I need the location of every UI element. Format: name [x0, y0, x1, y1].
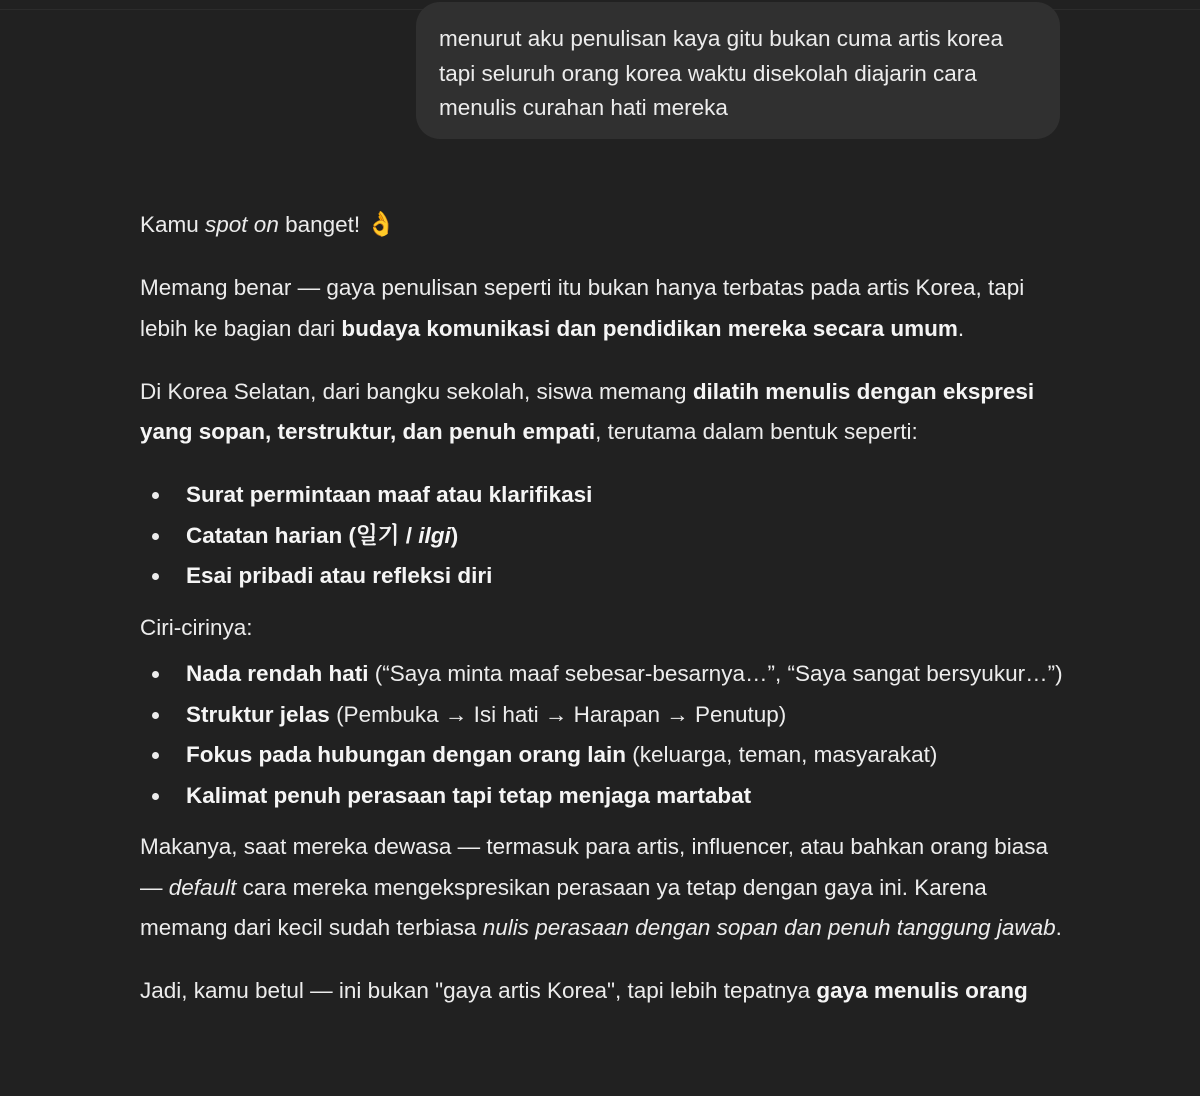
- text-span: banget!: [278, 212, 367, 237]
- bullet-list-characteristics: [140, 654, 1070, 816]
- list-item: [186, 695, 1070, 736]
- italic-span: default: [168, 874, 237, 900]
- list-item: [186, 475, 1070, 516]
- text-span: Memang benar — gaya penulisan seperti itu bukan hanya terbatas pada artis Korea, tapi lebih ke bagian dari: [140, 275, 1025, 341]
- bold-span: Struktur jelas: [186, 701, 330, 727]
- list-item: [186, 516, 1070, 557]
- assistant-paragraph-5: [140, 827, 1070, 949]
- bold-italic-span: ilgi: [418, 522, 451, 548]
- assistant-paragraph-3: [140, 372, 1070, 453]
- text-span: Kamu: [140, 212, 206, 237]
- text-span: (“Saya minta maaf sebesar-besarnya…”, “Saya sangat bersyukur…”): [368, 661, 1063, 686]
- italic-span: nulis perasaan dengan sopan dan penuh tanggung jawab: [482, 915, 1056, 940]
- list-item: [186, 654, 1070, 695]
- text-span: .: [957, 315, 965, 341]
- bold-span: Fokus pada hubungan dengan orang lain: [186, 742, 627, 767]
- assistant-message: [140, 204, 1070, 1034]
- user-message-text: menurut aku penulisan kaya gitu bukan cuma artis korea tapi seluruh orang korea waktu disekolah diajarin cara menulis curahan hati mereka: [439, 26, 1004, 120]
- text-span: cara mereka mengekspresikan perasaan ya tetap dengan gaya ini. Karena memang dari kecil sudah terbiasa: [140, 874, 987, 940]
- text-span: Jadi, kamu betul — ini bukan "gaya artis Korea", tapi lebih tepatnya: [140, 978, 817, 1003]
- text-span: (keluarga, teman, masyarakat): [626, 742, 938, 767]
- text-span: (Pembuka → Isi hati → Harapan → Penutup): [329, 701, 787, 727]
- list-item: [186, 556, 1070, 597]
- bold-span: ): [450, 522, 459, 548]
- text-span: .: [1055, 915, 1062, 940]
- assistant-paragraph-4: Ciri-cirinya:: [140, 614, 253, 640]
- bold-span: Esai pribadi atau refleksi diri: [186, 563, 493, 588]
- list-item: [186, 735, 1070, 776]
- bold-span: Nada rendah hati: [186, 661, 369, 686]
- italic-span: spot on: [205, 212, 279, 237]
- text-span: Di Korea Selatan, dari bangku sekolah, siswa memang: [140, 378, 693, 404]
- list-item: [186, 776, 1070, 817]
- user-message-bubble: [416, 2, 1060, 139]
- text-span: , terutama dalam bentuk seperti:: [595, 419, 918, 444]
- assistant-paragraph-1: [140, 204, 1070, 246]
- text-span: Makanya, saat mereka dewasa — termasuk para artis, influencer, atau bahkan orang biasa —: [140, 834, 1048, 900]
- bullet-list-forms: [140, 475, 1070, 597]
- bold-span: dilatih menulis dengan ekspresi yang sopan, terstruktur, dan penuh empati: [140, 378, 1035, 444]
- assistant-paragraph-2: [140, 268, 1070, 349]
- bold-span: budaya komunikasi dan pendidikan mereka secara umum: [341, 315, 958, 341]
- bold-span: Catatan harian (일기 /: [186, 522, 419, 548]
- bold-span: gaya menulis orang: [816, 978, 1028, 1003]
- bold-span: Surat permintaan maaf atau klarifikasi: [186, 482, 593, 507]
- assistant-paragraph-6: [140, 971, 1070, 1012]
- bold-span: Kalimat penuh perasaan tapi tetap menjaga martabat: [186, 782, 752, 808]
- ok-hand-icon: 👌: [366, 210, 397, 238]
